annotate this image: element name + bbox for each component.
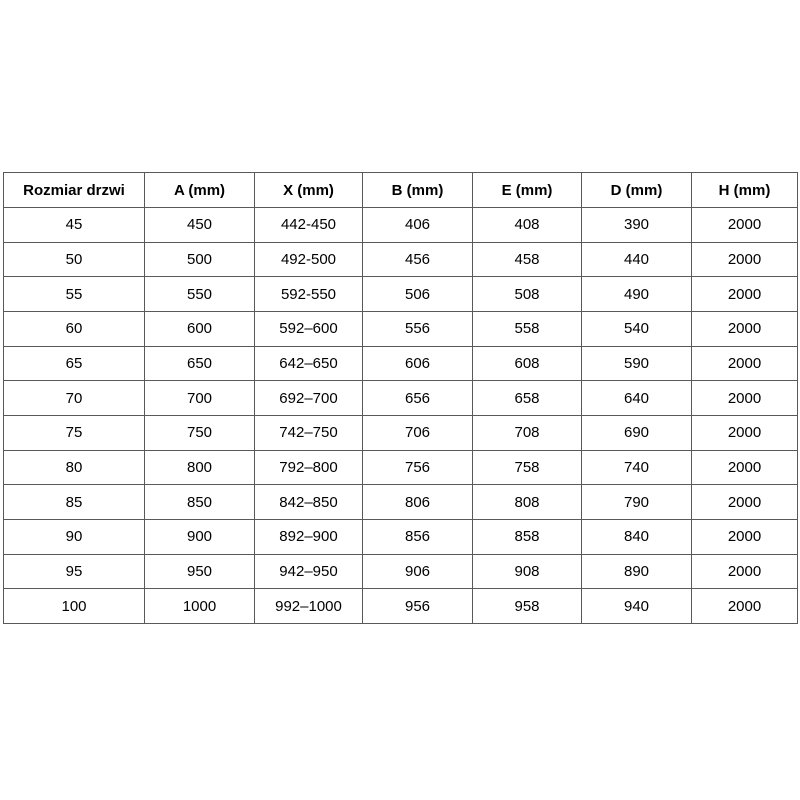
table-cell: 956	[363, 589, 473, 624]
table-cell: 708	[473, 415, 582, 450]
door-size-table-body	[4, 208, 798, 624]
table-cell: 908	[473, 554, 582, 589]
table-cell: 640	[582, 381, 692, 416]
table-cell: 1000	[145, 589, 255, 624]
table-cell: 642–650	[255, 346, 363, 381]
table-cell: 558	[473, 311, 582, 346]
table-row	[4, 242, 798, 277]
table-cell: 60	[4, 311, 145, 346]
table-cell: 2000	[692, 415, 798, 450]
table-cell: 842–850	[255, 485, 363, 520]
table-cell: 906	[363, 554, 473, 589]
table-cell: 408	[473, 208, 582, 243]
table-row	[4, 519, 798, 554]
table-cell: 950	[145, 554, 255, 589]
table-row	[4, 589, 798, 624]
table-cell: 70	[4, 381, 145, 416]
table-cell: 892–900	[255, 519, 363, 554]
table-cell: 690	[582, 415, 692, 450]
column-header-b-mm: B (mm)	[363, 173, 473, 208]
table-cell: 450	[145, 208, 255, 243]
table-cell: 550	[145, 277, 255, 312]
table-cell: 458	[473, 242, 582, 277]
table-cell: 2000	[692, 450, 798, 485]
column-header-d-mm: D (mm)	[582, 173, 692, 208]
table-cell: 992–1000	[255, 589, 363, 624]
table-cell: 590	[582, 346, 692, 381]
column-header-x-mm: X (mm)	[255, 173, 363, 208]
table-cell: 65	[4, 346, 145, 381]
table-cell: 508	[473, 277, 582, 312]
table-cell: 90	[4, 519, 145, 554]
table-cell: 942–950	[255, 554, 363, 589]
table-cell: 758	[473, 450, 582, 485]
table-cell: 840	[582, 519, 692, 554]
table-row	[4, 450, 798, 485]
table-cell: 2000	[692, 381, 798, 416]
table-cell: 75	[4, 415, 145, 450]
table-cell: 608	[473, 346, 582, 381]
table-cell: 800	[145, 450, 255, 485]
table-cell: 85	[4, 485, 145, 520]
table-cell: 808	[473, 485, 582, 520]
table-cell: 850	[145, 485, 255, 520]
table-cell: 45	[4, 208, 145, 243]
table-cell: 900	[145, 519, 255, 554]
table-cell: 700	[145, 381, 255, 416]
table-cell: 406	[363, 208, 473, 243]
table-cell: 95	[4, 554, 145, 589]
table-cell: 2000	[692, 277, 798, 312]
table-cell: 856	[363, 519, 473, 554]
table-cell: 600	[145, 311, 255, 346]
table-cell: 592-550	[255, 277, 363, 312]
table-cell: 958	[473, 589, 582, 624]
table-cell: 2000	[692, 346, 798, 381]
table-cell: 456	[363, 242, 473, 277]
table-header-row	[4, 173, 798, 208]
table-cell: 2000	[692, 589, 798, 624]
table-cell: 442-450	[255, 208, 363, 243]
column-header-e-mm: E (mm)	[473, 173, 582, 208]
door-size-table	[3, 172, 798, 624]
table-cell: 540	[582, 311, 692, 346]
table-cell: 658	[473, 381, 582, 416]
table-row	[4, 346, 798, 381]
table-cell: 2000	[692, 554, 798, 589]
table-cell: 740	[582, 450, 692, 485]
table-cell: 692–700	[255, 381, 363, 416]
table-cell: 556	[363, 311, 473, 346]
table-cell: 440	[582, 242, 692, 277]
column-header-rozmiar-drzwi: Rozmiar drzwi	[4, 173, 145, 208]
table-cell: 55	[4, 277, 145, 312]
table-cell: 656	[363, 381, 473, 416]
table-cell: 2000	[692, 519, 798, 554]
table-cell: 706	[363, 415, 473, 450]
table-row	[4, 277, 798, 312]
table-cell: 2000	[692, 311, 798, 346]
table-cell: 490	[582, 277, 692, 312]
table-cell: 650	[145, 346, 255, 381]
table-cell: 390	[582, 208, 692, 243]
table-cell: 80	[4, 450, 145, 485]
table-row	[4, 311, 798, 346]
table-cell: 2000	[692, 208, 798, 243]
table-cell: 790	[582, 485, 692, 520]
column-header-a-mm: A (mm)	[145, 173, 255, 208]
table-cell: 890	[582, 554, 692, 589]
table-cell: 742–750	[255, 415, 363, 450]
table-cell: 606	[363, 346, 473, 381]
table-cell: 858	[473, 519, 582, 554]
table-cell: 100	[4, 589, 145, 624]
table-cell: 592–600	[255, 311, 363, 346]
table-cell: 806	[363, 485, 473, 520]
table-row	[4, 554, 798, 589]
table-row	[4, 208, 798, 243]
table-cell: 2000	[692, 485, 798, 520]
table-cell: 500	[145, 242, 255, 277]
table-cell: 940	[582, 589, 692, 624]
table-cell: 50	[4, 242, 145, 277]
table-cell: 756	[363, 450, 473, 485]
table-cell: 750	[145, 415, 255, 450]
table-cell: 2000	[692, 242, 798, 277]
table-cell: 506	[363, 277, 473, 312]
column-header-h-mm: H (mm)	[692, 173, 798, 208]
table-row	[4, 485, 798, 520]
table-cell: 492-500	[255, 242, 363, 277]
table-row	[4, 415, 798, 450]
table-row	[4, 381, 798, 416]
table-cell: 792–800	[255, 450, 363, 485]
